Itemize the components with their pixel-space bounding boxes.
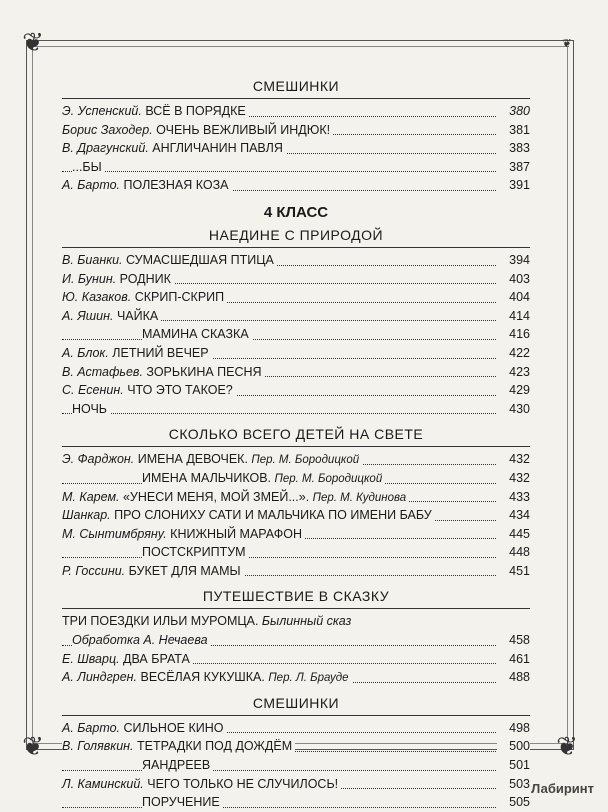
section-title: СМЕШИНКИ <box>252 694 340 711</box>
toc-entry: НОЧЬ 430 <box>62 400 530 419</box>
toc-entry: Обработка А. Нечаева 458 <box>62 631 530 650</box>
toc-entry: М. Сынтимбряну. КНИЖНЫЙ МАРАФОН 445 <box>62 525 530 544</box>
toc-entry: ИМЕНА МАЛЬЧИКОВ. Пер. М. Бородицкой 432 <box>62 469 530 488</box>
section-rule <box>62 715 530 716</box>
toc-entry: А. Яшин. ЧАЙКА 414 <box>62 307 530 326</box>
toc-entry: ПОРУЧЕНИЕ 505 <box>62 793 530 812</box>
toc-entry: В. Астафьев. ЗОРЬКИНА ПЕСНЯ 423 <box>62 363 530 382</box>
toc-entry: ПОСТСКРИПТУМ 448 <box>62 543 530 562</box>
corner-ornament-icon: ❦ <box>562 36 572 50</box>
toc-entry: ТРИ ПОЕЗДКИ ИЛЬИ МУРОМЦА. Былинный сказ <box>62 612 530 631</box>
section-rule <box>62 98 530 99</box>
section-rule <box>62 247 530 248</box>
toc-entry: Е. Шварц. ДВА БРАТА 461 <box>62 650 530 669</box>
toc-entry: В. Бианки. СУМАСШЕДШАЯ ПТИЦА 394 <box>62 251 530 270</box>
toc-entry: Э. Фарджон. ИМЕНА ДЕВОЧЕК. Пер. М. Бородицкой 432 <box>62 450 530 469</box>
toc-entry: И. Бунин. РОДНИК 403 <box>62 270 530 289</box>
toc-entry: Л. Каминский. ЧЕГО ТОЛЬКО НЕ СЛУЧИЛОСЬ! 503 <box>62 775 530 794</box>
toc-entry: Р. Госсини. БУКЕТ ДЛЯ МАМЫ 451 <box>62 562 530 581</box>
toc-entry: А. Барто. СИЛЬНОЕ КИНО 498 <box>62 719 530 738</box>
toc-entry: М. Карем. «УНЕСИ МЕНЯ, МОЙ ЗМЕЙ...». Пер. М. Кудинова 433 <box>62 488 530 507</box>
corner-ornament-icon: ❦ <box>556 732 578 762</box>
corner-ornament-icon: ❦ <box>22 732 44 762</box>
toc-entry: ЯАНДРЕЕВ 501 <box>62 756 530 775</box>
section-title: НАЕДИНЕ С ПРИРОДОЙ <box>208 226 384 243</box>
toc-entry: Шанкар. ПРО СЛОНИХУ САТИ И МАЛЬЧИКА ПО ИМЕНИ БАБУ 434 <box>62 506 530 525</box>
section-title: СКОЛЬКО ВСЕГО ДЕТЕЙ НА СВЕТЕ <box>168 426 424 443</box>
section-rule <box>62 608 530 609</box>
toc-entry: В. Голявкин. ТЕТРАДКИ ПОД ДОЖДЁМ 500 <box>62 737 530 756</box>
table-of-contents <box>62 76 530 812</box>
toc-entry: МАМИНА СКАЗКА 416 <box>62 325 530 344</box>
toc-entry: ...БЫ 387 <box>62 158 530 177</box>
watermark-logo: Лабиринт <box>531 781 594 796</box>
toc-entry: Э. Успенский. ВСЁ В ПОРЯДКЕ 380 <box>62 102 530 121</box>
toc-entry: С. Есенин. ЧТО ЭТО ТАКОЕ? 429 <box>62 381 530 400</box>
toc-entry: А. Барто. ПОЛЕЗНАЯ КОЗА 391 <box>62 176 530 195</box>
section-rule <box>62 446 530 447</box>
grade-heading: 4 КЛАСС <box>263 203 329 221</box>
corner-ornament-icon: ❦ <box>22 28 44 58</box>
toc-entry: А. Блок. ЛЕТНИЙ ВЕЧЕР 422 <box>62 344 530 363</box>
toc-entry: А. Линдгрен. ВЕСЁЛАЯ КУКУШКА. Пер. Л. Брауде 488 <box>62 668 530 687</box>
toc-entry: В. Драгунский. АНГЛИЧАНИН ПАВЛЯ 383 <box>62 139 530 158</box>
section-title: СМЕШИНКИ <box>252 78 340 94</box>
toc-entry: Ю. Казаков. СКРИП-СКРИП 404 <box>62 288 530 307</box>
toc-entry: Борис Заходер. ОЧЕНЬ ВЕЖЛИВЫЙ ИНДЮК! 381 <box>62 121 530 140</box>
section-title: ПУТЕШЕСТВИЕ В СКАЗКУ <box>202 588 390 605</box>
